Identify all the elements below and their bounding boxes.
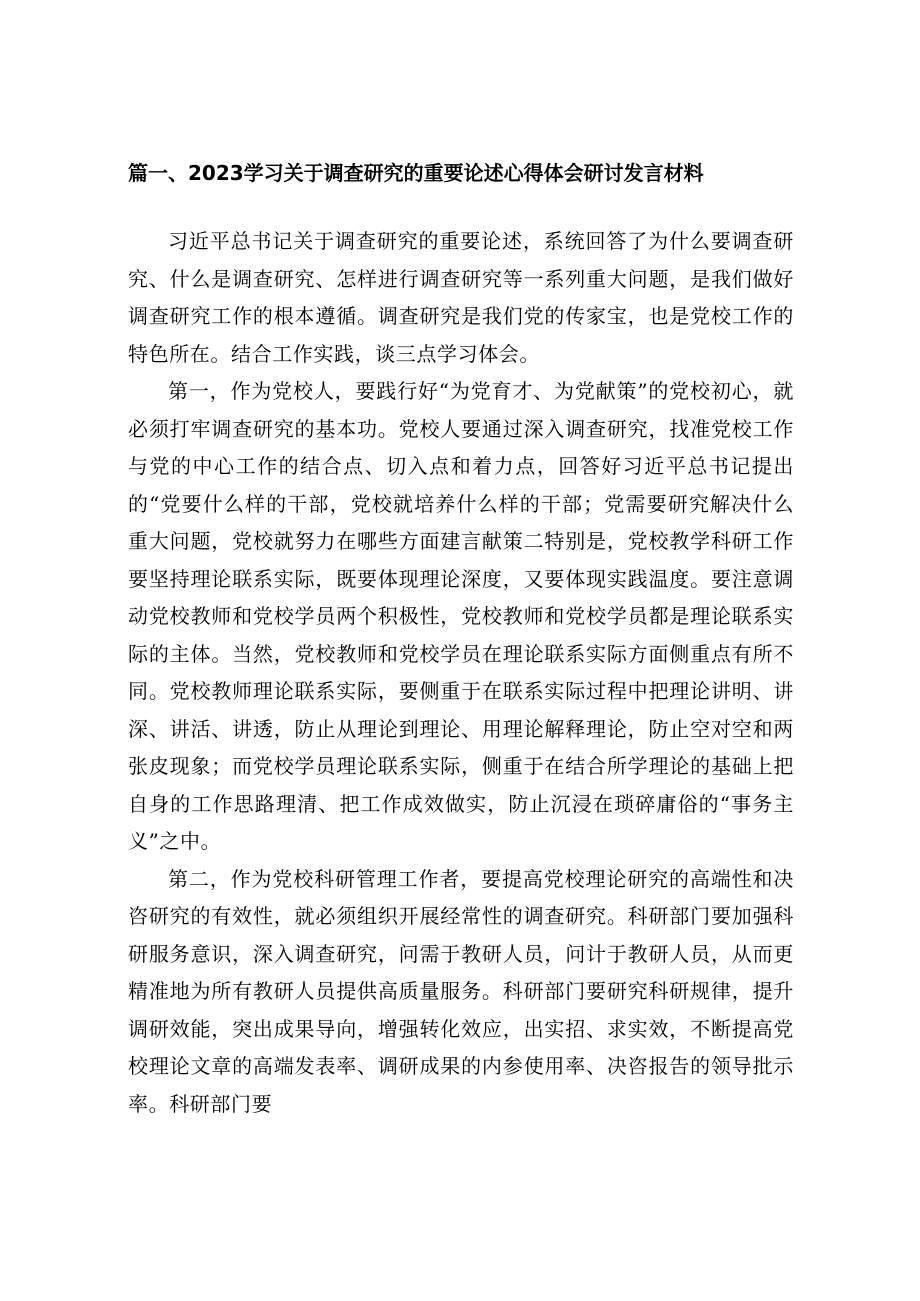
paragraph-second-point: 第二，作为党校科研管理工作者，要提高党校理论研究的高端性和决咨研究的有效性，就必须组织开展经常性的调查研究。科研部门要加强科研服务意识，深入调查研究，问需于教研人员，问计于教研人员，从而更精准地为所有教研人员提供高质量服务。科研部门要研究科研规律，提升调研效能，突出成果导向，增强转化效应，出实招、求实效，不断提高党校理论文章的高端发表率、调研成果的内参使用率、决咨报告的领导批示率。科研部门要	[128, 866, 794, 1116]
document-body	[128, 223, 794, 1123]
paragraph-first-point: 第一，作为党校人，要践行好“为党育才、为党献策”的党校初心，就必须打牢调查研究的基本功。党校人要通过深入调查研究，找准党校工作与党的中心工作的结合点、切入点和着力点，回答好习近平总书记提出的“党要什么样的干部，党校就培养什么样的干部；党需要研究解决什么重大问题，党校就努力在哪些方面建言献策二特别是，党校教学科研工作要坚持理论联系实际，既要体现理论深度，又要体现实践温度。要注意调动党校教师和党校学员两个积极性，党校教师和党校学员都是理论联系实际的主体。当然，党校教师和党校学员在理论联系实际方面侧重点有所不同。党校教师理论联系实际，要侧重于在联系实际过程中把理论讲明、讲深、讲活、讲透，防止从理论到理论、用理论解释理论，防止空对空和两张皮现象；而党校学员理论联系实际，侧重于在结合所学理论的基础上把自身的工作思路理清、把工作成效做实，防止沉浸在琐碎庸俗的“事务主义”之中。	[128, 379, 794, 853]
paragraph-intro: 习近平总书记关于调查研究的重要论述，系统回答了为什么要调查研究、什么是调查研究、怎样进行调查研究等一系列重大问题，是我们做好调查研究工作的根本遵循。调查研究是我们党的传家宝，也是党校工作的特色所在。结合工作实践，谈三点学习体会。	[128, 229, 794, 366]
document-title: 篇一、2023学习关于调查研究的重要论述心得体会研讨发言材料	[128, 161, 704, 185]
